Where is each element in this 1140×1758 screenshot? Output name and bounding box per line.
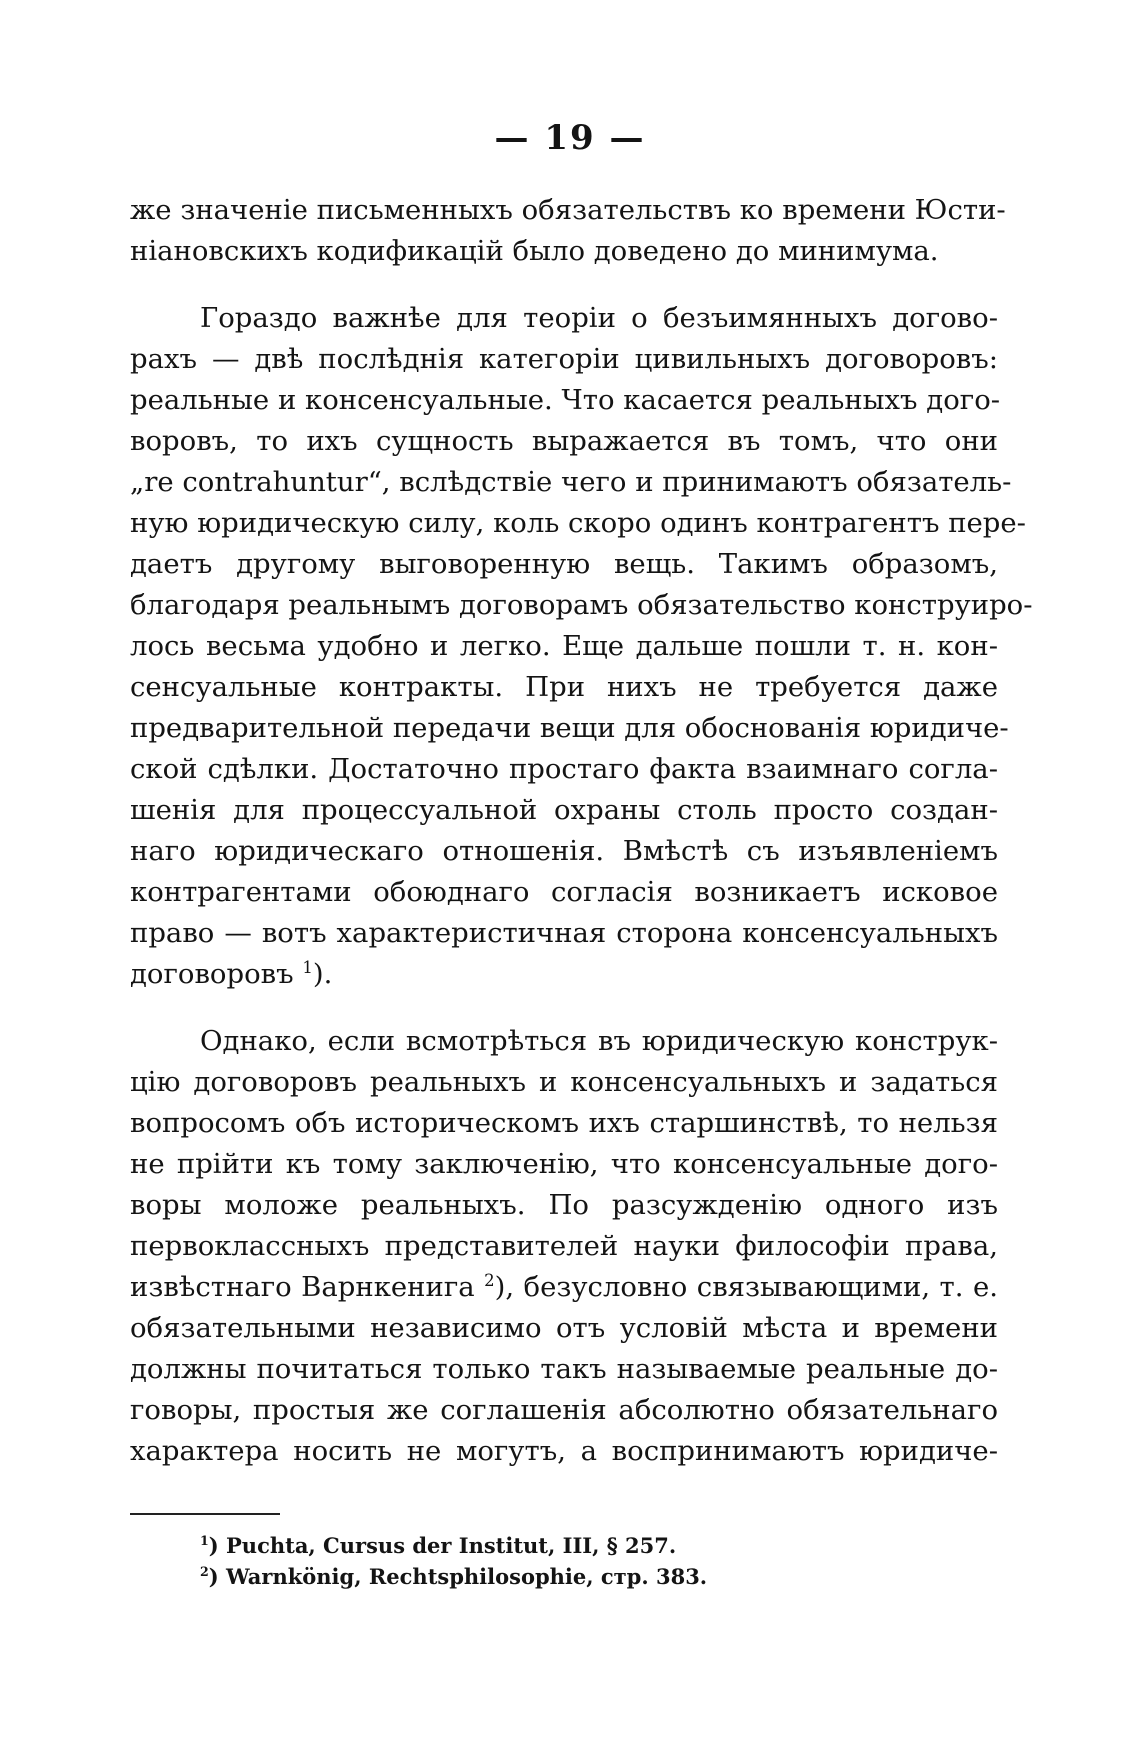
text-fragment: . [323,958,333,990]
text-line: контрагентами обоюднаго согласія возникаетъ исковое [130,876,998,908]
footnote-divider [130,1513,280,1515]
text-line: наго юридическаго отношенія. Вмѣстѣ съ изъявленіемъ [130,835,998,867]
paragraph-3 [130,1021,998,1472]
text-line: право — вотъ характеристичная сторона консенсуальныхъ [130,917,998,949]
text-line: договоровъ $^1$). [130,957,333,990]
footnote-2: $^2$) Warnkönig, Rechtsphilosophie, стр. 383. [200,1564,708,1589]
footnote-1: $^1$) Puchta, Cursus der Institut, III, § 257. [200,1533,677,1558]
text-line: ніановскихъ кодификацій было доведено до минимума. [130,235,939,267]
text-line: воровъ, то ихъ сущность выражается въ томъ, что они [130,425,998,457]
text-line: не прійти къ тому заключенію, что консенсуальные дого- [130,1148,998,1180]
text-line: вопросомъ объ историческомъ ихъ старшинствѣ, то нельзя [130,1107,998,1139]
text-line: ской сдѣлки. Достаточно простаго факта взаимнаго согла- [130,753,998,785]
text-line: цію договоровъ реальныхъ и консенсуальныхъ и задаться [130,1066,998,1098]
text-line: реальные и консенсуальные. Что касается реальныхъ дого- [130,384,1001,416]
text-line: ную юридическую силу, коль скоро одинъ контрагентъ пере- [130,507,1026,539]
footnote-text: Warnkönig, Rechtsphilosophie, стр. 383. [226,1564,708,1589]
text-line: должны почитаться только такъ называемые реальные до- [130,1353,998,1385]
footnote-ref: 2 [484,1270,495,1290]
footnote-ref: 1 [302,957,313,977]
text-line: говоры, простыя же соглашенія абсолютно обязательнаго [130,1394,998,1426]
text-line: обязательными независимо отъ условій мѣста и времени [130,1312,998,1344]
text-line: „re contrahuntur“, вслѣдствіе чего и принимаютъ обязатель- [130,466,1012,498]
text-fragment: извѣстнаго Варнкенига [130,1271,475,1303]
text-line: даетъ другому выговоренную вещь. Такимъ образомъ, [130,548,998,580]
body-text [130,190,1033,1472]
text-line: воры моложе реальныхъ. По разсужденію одного изъ [130,1189,998,1221]
text-fragment: , безусловно связывающими, т. е. [505,1271,998,1303]
text-line: сенсуальные контракты. При нихъ не требуется даже [130,671,998,703]
text-line: шенія для процессуальной охраны столь просто создан- [130,794,998,826]
text-line: лось весьма удобно и легко. Еще дальше пошли т. н. кон- [130,630,998,662]
footnote-marker: 2 [200,1564,209,1579]
text-line: же значеніе письменныхъ обязательствъ ко времени Юсти- [130,194,1006,226]
text-line: благодаря реальнымъ договорамъ обязательство конструиро- [130,589,1033,621]
text-line: характера носить не могутъ, а воспринимаютъ юридиче- [130,1435,998,1467]
footnotes [200,1530,707,1592]
footnote-marker: 1 [200,1533,209,1548]
footnote-text: Puchta, Cursus der Institut, III, § 257. [226,1533,677,1558]
text-fragment: договоровъ [130,958,294,990]
paragraph-2 [130,298,1033,995]
text-line: рахъ — двѣ послѣднія категоріи цивильныхъ договоровъ: [130,343,998,375]
text-line: первоклассныхъ представителей науки философіи права, [130,1230,998,1262]
paragraph-1 [130,190,1006,272]
page-number: — 19 — [494,118,646,158]
text-line: предварительной передачи вещи для обоснованія юридиче- [130,712,1009,744]
text-line: Однако, если всмотрѣться въ юридическую конструк- [200,1025,998,1057]
text-line: Гораздо важнѣе для теоріи о безъимянныхъ догово- [200,302,998,334]
text-line: извѣстнаго Варнкенига $^2$), безусловно связывающими, т. е. [130,1270,998,1303]
